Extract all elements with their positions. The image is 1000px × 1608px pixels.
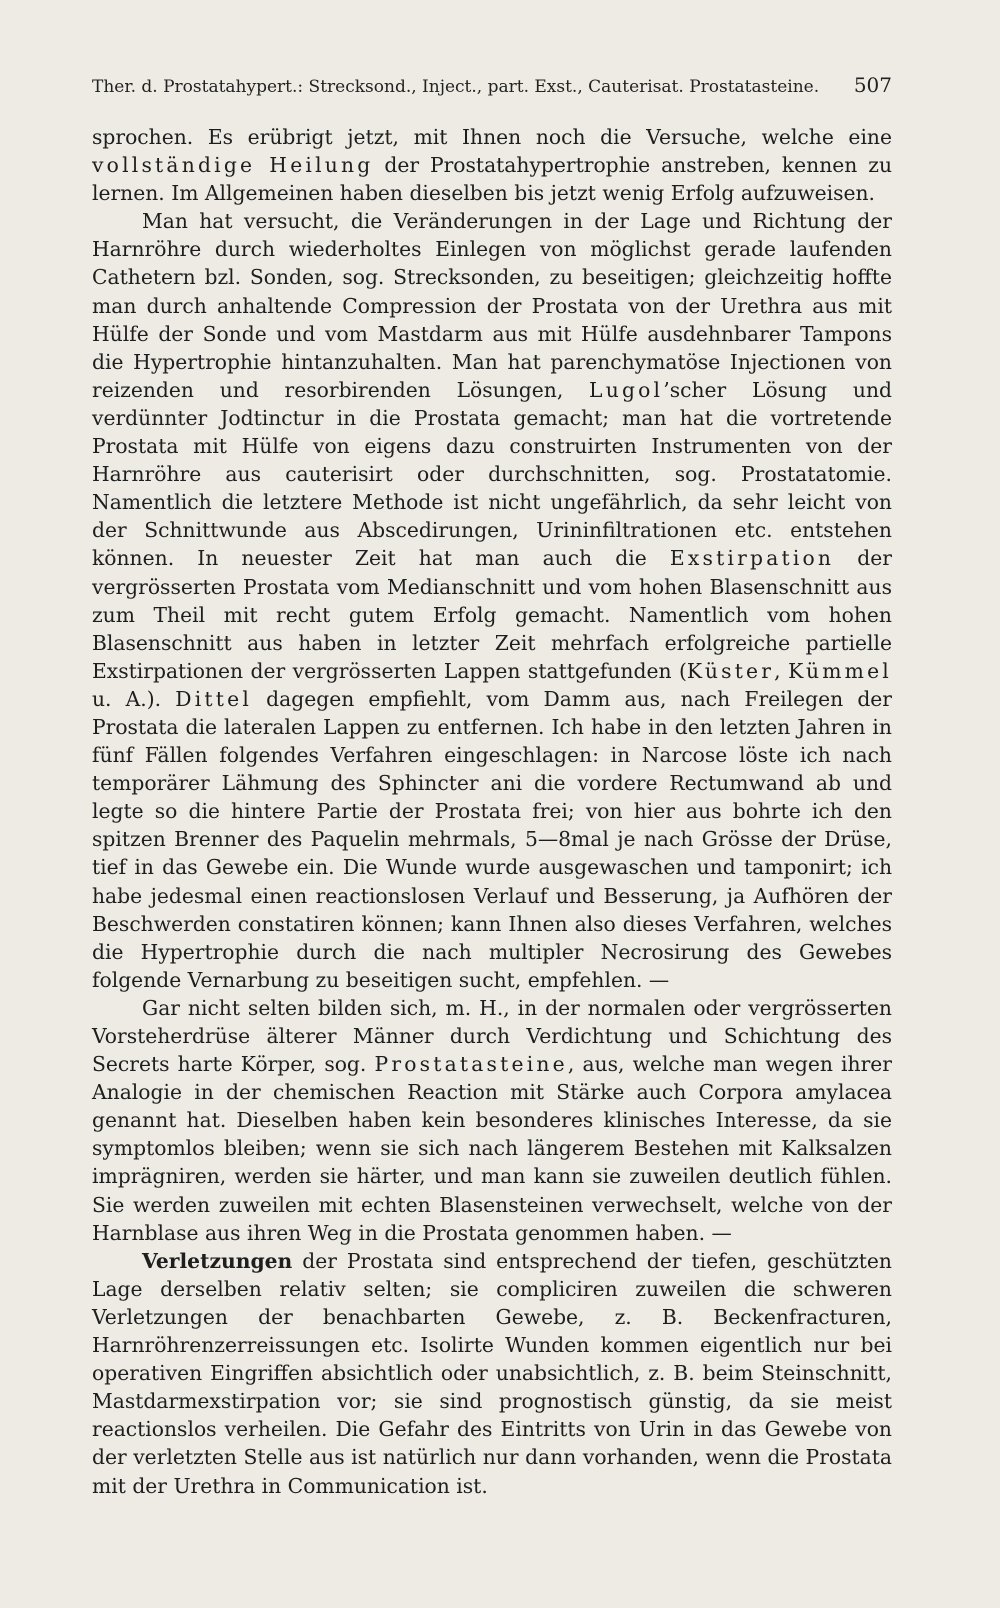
paragraph bbox=[92, 994, 892, 1247]
paragraph bbox=[92, 207, 892, 994]
paragraph bbox=[92, 123, 892, 207]
text-run: Gar nicht selten bilden sich, m. H., in der normalen oder vergrösserten Vorsteherdrüse älterer Männer durch Verdichtung und Schichtung des Secrets harte Körper, sog. bbox=[92, 995, 892, 1077]
text-run: der vergrösserten Prostata vom Medianschnitt und vom hohen Blasenschnitt aus zum Theil mit recht gutem Erfolg gemacht. Namentlich vom hohen Blasenschnitt aus haben in letzter Zeit mehrfach erfolgreiche partielle Exstirpationen der vergrösserten Lappen stattgefunden ( bbox=[92, 546, 892, 683]
running-header bbox=[92, 73, 892, 97]
text-run: der Prostatahypertrophie anstreben, kennen zu lernen. Im Allgemeinen haben dieselben bis jetzt wenig Erfolg aufzuweisen. bbox=[92, 153, 893, 206]
running-title: Ther. d. Prostatahypert.: Strecksond., Inject., part. Exst., Cauterisat. Prostatasteine. bbox=[92, 77, 820, 97]
paragraph bbox=[92, 1247, 892, 1500]
bold-term: Verletzungen bbox=[142, 1248, 293, 1273]
spaced-emphasis: Prostatasteine bbox=[374, 1052, 568, 1077]
spaced-emphasis: Küster bbox=[686, 658, 775, 683]
text-run: dagegen empfiehlt, vom Damm aus, nach Freilegen der Prostata die lateralen Lappen zu entfernen. Ich habe in den letzten Jahren in fünf Fällen folgendes Verfahren eingeschlagen: in Narcose löste ich nach temporärer Lähmung des Sphincter ani die vordere Rectumwand ab und legte so die hintere Partie der Prostata frei; von hier aus bohrte ich den spitzen Brenner des Paquelin mehrmals, 5—8mal je nach Grösse der Drüse, tief in das Gewebe ein. Die Wunde wurde ausgewaschen und tamponirt; ich habe jedesmal einen reactionslosen Verlauf und Besserung, ja Aufhören der Beschwerden constatiren können; kann Ihnen also dieses Verfahren, welches die Hypertrophie durch die nach multipler Necrosirung des Gewebes folgende Vernarbung zu beseitigen sucht, empfehlen. — bbox=[92, 686, 892, 992]
text-run: , bbox=[774, 658, 789, 683]
text-run: , aus, welche man wegen ihrer Analogie in der chemischen Reaction mit Stärke auch Corpora amylacea genannt hat. Dieselben haben kein besonderes klinisches Interesse, da sie symptomlos bleiben; wenn sie sich nach längerem Bestehen mit Kalksalzen imprägniren, werden sie härter, und man kann sie zuweilen deutlich fühlen. Sie werden zuweilen mit echten Blasensteinen verwechselt, welche von der Harnblase aus ihren Weg in die Prostata genommen haben. — bbox=[92, 1052, 892, 1245]
spaced-emphasis: vollständige Heilung bbox=[92, 153, 374, 178]
text-run: u. A.). bbox=[92, 686, 176, 711]
spaced-emphasis: Lugol bbox=[589, 377, 664, 402]
spaced-emphasis: Exstirpation bbox=[669, 546, 835, 571]
spaced-emphasis: Kümmel bbox=[788, 658, 892, 683]
text-run: sprochen. Es erübrigt jetzt, mit Ihnen noch die Versuche, welche eine bbox=[92, 125, 892, 149]
page-number: 507 bbox=[853, 73, 892, 97]
spaced-emphasis: Dittel bbox=[175, 686, 253, 711]
text-run: Man hat versucht, die Veränderungen in der Lage und Richtung der Harnröhre durch wiederholtes Einlegen von möglichst gerade laufenden Cathetern bzl. Sonden, sog. Strecksonden, zu beseitigen; gleichzeitig hoffte man durch anhaltende Compression der Prostata von der Urethra aus mit Hülfe der Sonde und vom Mastdarm aus mit Hülfe ausdehnbarer Tampons die Hypertrophie hintanzuhalten. Man hat parenchymatöse Injectionen von reizenden und resorbirenden Lösungen, bbox=[92, 209, 892, 402]
text-run: der Prostata sind entsprechend der tiefen, geschützten Lage derselben relativ selten; sie compliciren zuweilen die schweren Verletzungen der benachbarten Gewebe, z. B. Beckenfracturen, Harnröhrenzerreissungen etc. Isolirte Wunden kommen eigentlich nur bei operativen Eingriffen absichtlich oder unabsichtlich, z. B. beim Steinschnitt, Mastdarmexstirpation vor; sie sind prognostisch günstig, da sie meist reactionslos verheilen. Die Gefahr des Eintritts von Urin in das Gewebe von der verletzten Stelle aus ist natürlich nur dann vorhanden, wenn die Prostata mit der Urethra in Communication ist. bbox=[92, 1248, 892, 1498]
text-run: ’scher Lösung und verdünnter Jodtinctur in die Prostata gemacht; man hat die vortretende Prostata mit Hülfe von eigens dazu construirten Instrumenten von der Harnröhre aus cauterisirt oder durchschnitten, sog. Prostatatomie. Namentlich die letztere Methode ist nicht ungefährlich, da sehr leicht von der Schnittwunde aus Abscedirungen, Urininfiltrationen etc. entstehen können. In neuester Zeit hat man auch die bbox=[92, 377, 892, 571]
body-text bbox=[92, 123, 892, 1500]
